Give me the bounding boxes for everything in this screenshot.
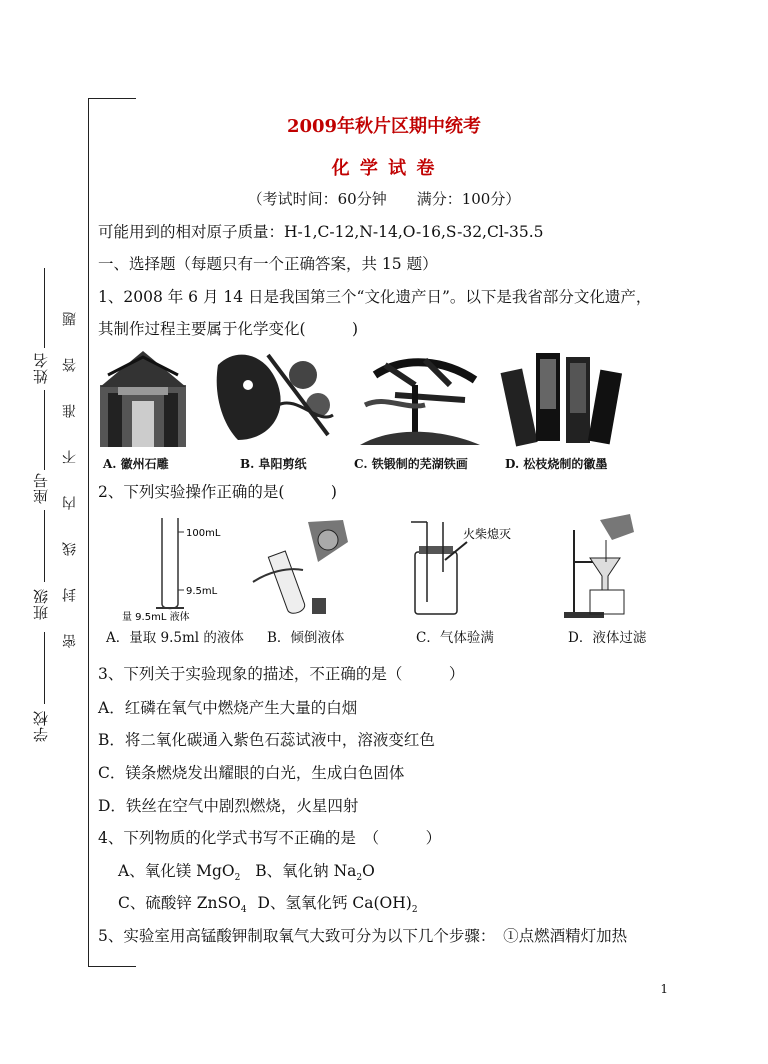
binding-line	[88, 98, 89, 966]
ink-stick-image	[500, 345, 622, 449]
q2-option-d: D．液体过滤	[568, 630, 647, 646]
subject-title: 化 学 试 卷	[331, 158, 437, 179]
seal-char: 线	[62, 542, 78, 556]
q3-option-d: D．铁丝在空气中剧烈燃烧，火星四射	[98, 797, 359, 815]
q5-stem: 5、实验室用高锰酸钾制取氧气大致可分为以下几个步骤： ①点燃酒精灯加热	[98, 927, 628, 945]
seal-char: 内	[62, 496, 78, 510]
q4-option-c: C、硫酸锌 ZnSO	[118, 894, 241, 912]
name-label: 姓名	[32, 352, 50, 384]
q2-option-b: B．倾倒液体	[267, 630, 345, 646]
school-label: 学校	[32, 710, 50, 742]
q4-option-a-sub: 2	[234, 873, 241, 884]
q4-row1	[118, 859, 375, 883]
q1-option-b: B. 阜阳剪纸	[240, 457, 307, 471]
school-field-line	[44, 632, 45, 704]
iron-painting-image	[355, 345, 483, 449]
binding-top-line	[88, 98, 136, 99]
pouring-liquid-image	[248, 512, 360, 622]
q4-option-d-sub: 2	[411, 905, 418, 916]
q1-stem-line1: 1、2008 年 6 月 14 日是我国第三个“文化遗产日”。以下是我省部分文化遗产，	[98, 288, 652, 306]
q1-stem-line2: 其制作过程主要属于化学变化( )	[98, 320, 359, 338]
q2-stem: 2、下列实验操作正确的是( )	[98, 483, 337, 501]
filtration-image	[560, 510, 650, 622]
q2-option-c: C．气体验满	[416, 630, 494, 646]
q4-option-b-sub: 2	[356, 873, 363, 884]
match-label: 火柴熄灭	[463, 527, 512, 541]
q3-option-c: C．镁条燃烧发出耀眼的白光，生成白色固体	[98, 764, 405, 782]
stone-arch-image	[98, 345, 188, 449]
q4-stem: 4、下列物质的化学式书写不正确的是 （ ）	[98, 829, 442, 847]
graduated-cylinder-image	[120, 512, 240, 622]
gas-collection-image	[405, 512, 531, 622]
q3-stem: 3、下列关于实验现象的描述，不正确的是（ ）	[98, 665, 465, 683]
cylinder-caption: 量 9.5mL 液体	[122, 612, 190, 622]
q4-option-c-sub: 4	[240, 905, 247, 916]
atomic-mass-line: 可能用到的相对原子质量：H-1,C-12,N-14,O-16,S-32,Cl-35.5	[98, 223, 544, 241]
q1-option-d: D. 松枝烧制的徽墨	[505, 457, 608, 471]
q1-option-c: C. 铁锻制的芜湖铁画	[354, 457, 468, 471]
seal-char: 密	[62, 634, 78, 648]
q3-option-a: A．红磷在氧气中燃烧产生大量的白烟	[98, 699, 358, 717]
section-heading: 一、选择题（每题只有一个正确答案，共 15 题）	[98, 255, 438, 273]
paper-cut-image	[208, 345, 340, 449]
name-field-line	[44, 268, 45, 348]
binding-bottom-line	[88, 966, 136, 967]
exam-title: 2009年秋片区期中统考	[286, 116, 482, 137]
seat-field-line	[44, 390, 45, 470]
seal-char: 题	[62, 312, 78, 326]
q2-option-a: A．量取 9.5ml 的液体	[106, 630, 244, 646]
class-field-line	[44, 510, 45, 582]
cylinder-mark-low: 9.5mL	[186, 586, 218, 597]
seat-label: 座号	[32, 472, 50, 504]
cylinder-mark-top: 100mL	[186, 528, 221, 539]
q4-option-d: D、氢氧化钙 Ca(OH)	[257, 894, 412, 912]
seal-char: 准	[62, 404, 78, 418]
q4-option-a: A、氧化镁 MgO	[118, 862, 235, 880]
seal-char: 答	[62, 358, 78, 372]
q4-row2	[118, 891, 418, 915]
class-label: 班级	[32, 588, 50, 620]
seal-char: 不	[62, 450, 78, 464]
q4-option-b: B、氧化钠 Na	[255, 862, 357, 880]
q1-option-a: A. 徽州石雕	[103, 457, 169, 471]
exam-meta: （考试时间：60分钟 满分：100分）	[247, 190, 521, 208]
q3-option-b: B．将二氧化碳通入紫色石蕊试液中，溶液变红色	[98, 731, 435, 749]
q4-option-b-tail: O	[362, 862, 375, 880]
page-number: 1	[660, 982, 668, 996]
seal-char: 封	[62, 588, 78, 602]
